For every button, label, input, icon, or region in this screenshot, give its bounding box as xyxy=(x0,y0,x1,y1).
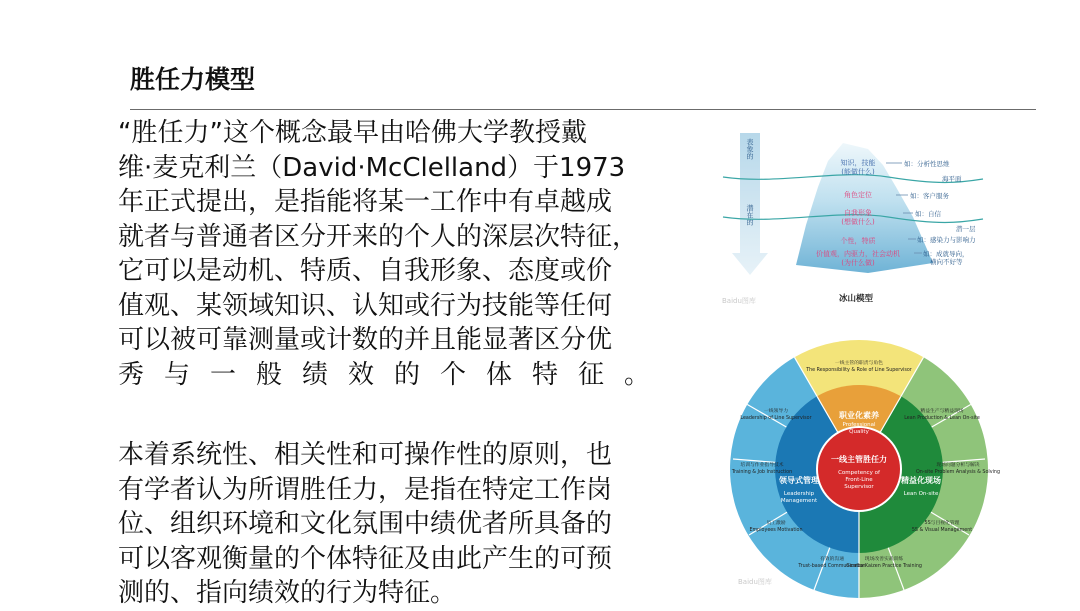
wheel-inner-professional-en1: Professional xyxy=(842,422,876,428)
iceberg-watermark: Baidu图库 xyxy=(722,297,756,305)
wheel-inner-leadership-en1: Leadership xyxy=(783,491,815,497)
iceberg-sea-level: 海平面 xyxy=(942,175,962,183)
iceberg-layer-1: 知识，技能 xyxy=(840,159,876,167)
wheel-outer-lean-zh: 精益生产与精益现场 xyxy=(920,409,964,414)
iceberg-note-5: 如：成就导向， xyxy=(923,250,969,258)
wheel-inner-lean-zh: 精益化现场 xyxy=(901,476,941,485)
text-line-justified: 秀与一般绩效的个体特征。 xyxy=(118,359,671,390)
wheel-outer-motivation-zh: 员工激励 xyxy=(766,521,786,526)
wheel-outer-5s-en: 5S & Visual Management xyxy=(911,528,973,533)
wheel-center-en-1: Competency of xyxy=(838,470,880,476)
wheel-outer-role-en: The Responsibility & Role of Line Supervisor xyxy=(806,368,912,373)
wheel-watermark: Baidu图库 xyxy=(738,578,772,586)
iceberg-model-image xyxy=(718,125,988,310)
text-line: 可以被可靠测量或计数的并且能显著区分优 xyxy=(118,325,613,355)
iceberg-layer-3: 自我形象 xyxy=(844,209,872,217)
text-line: 位、组织环境和文化氛围中绩优者所具备的 xyxy=(118,509,613,539)
text-line: 测的、指向绩效的行为特征。 xyxy=(118,578,457,608)
wheel-outer-5s-zh: 5S与目视化管理 xyxy=(924,521,960,526)
iceberg-note-2: 如：客户服务 xyxy=(910,192,949,200)
title-divider xyxy=(130,109,1036,110)
iceberg-layer-2: 角色定位 xyxy=(844,191,872,199)
text-line: “胜任力”这个概念最早由哈佛大学教授戴 xyxy=(118,118,587,148)
text-line: 就者与普通者区分开来的个人的深层次特征， xyxy=(118,221,639,252)
competency-wheel-image xyxy=(728,338,1000,600)
iceberg-note-4: 如：感染力与影响力 xyxy=(917,236,976,244)
text-line: 可以客观衡量的个体特征及由此产生的可预 xyxy=(118,543,613,574)
wheel-outer-leadership-zh: 一线领导力 xyxy=(764,409,788,414)
text-line: 值观、某领域知识、认知或行为技能等任何 xyxy=(118,290,613,321)
iceberg-left-bottom: 潜在的 xyxy=(746,204,754,226)
wheel-outer-kaizen-zh: 现场改善实战训练 xyxy=(864,557,904,562)
slide-title: 胜任力模型 xyxy=(130,65,256,94)
wheel-inner-leadership-zh: 领导式管理 xyxy=(779,476,819,485)
wheel-inner-lean-en: Lean On-site xyxy=(903,491,939,497)
wheel-outer-training-en: Training & Job Instruction xyxy=(731,470,793,475)
text-line: 本着系统性、相关性和可操作性的原则，也 xyxy=(118,440,613,470)
wheel-outer-communication-zh: 有效的沟通 xyxy=(820,557,844,562)
paragraph-definition-alt xyxy=(118,438,638,611)
wheel-outer-lean-en: Lean Production & Lean On-site xyxy=(904,416,980,421)
wheel-inner-leadership-en2: Management xyxy=(780,498,818,504)
iceberg-layer-5: 价值观，内驱力，社会动机 xyxy=(816,250,900,258)
iceberg-caption: 冰山模型 xyxy=(838,294,874,304)
wheel-outer-problem-en: On-site Problem Analysis & Solving xyxy=(916,470,1000,475)
wheel-outer-role-zh: 一线主管的职责与角色 xyxy=(835,361,883,366)
paragraph-definition-origin xyxy=(118,116,671,392)
iceberg-layer-3-sub: (想做什么) xyxy=(841,218,875,226)
iceberg-layer-5-sub: (为什么做) xyxy=(841,259,875,267)
text-line: 有学者认为所谓胜任力，是指在特定工作岗 xyxy=(118,474,613,505)
iceberg-note-1: 如：分析性思维 xyxy=(904,160,950,168)
iceberg-left-top: 表象的 xyxy=(746,138,754,160)
text-line: 维·麦克利兰（David·McClelland）于1973 xyxy=(118,152,626,183)
wheel-inner-professional-zh: 职业化素养 xyxy=(839,411,879,420)
wheel-outer-leadership-en: Leadership of Line Supervisor xyxy=(740,416,812,421)
iceberg-layer-4: 个性，特质 xyxy=(840,237,876,245)
iceberg-extra-note: 横向不好等 xyxy=(930,258,963,266)
wheel-outer-problem-zh: 现场问题分析与解决 xyxy=(936,463,980,468)
wheel-outer-kaizen-en: Gemba Kaizen Practice Training xyxy=(846,564,922,569)
iceberg-latent-layer: 潜一层 xyxy=(956,225,976,233)
iceberg-note-3: 如：自信 xyxy=(915,210,941,218)
wheel-outer-motivation-en: Employees Motivation xyxy=(749,528,803,533)
wheel-outer-training-zh: 培训与作业指导技术 xyxy=(740,463,784,468)
iceberg-layer-1-sub: (能做什么) xyxy=(841,168,875,176)
wheel-center-zh: 一线主管胜任力 xyxy=(831,455,887,464)
text-line: 年正式提出，是指能将某一工作中有卓越成 xyxy=(118,187,613,217)
text-line: 它可以是动机、特质、自我形象、态度或价 xyxy=(118,256,613,286)
wheel-center-en-2: Front-Line xyxy=(845,477,873,483)
wheel-outer-communication-en: Trust-based Communication xyxy=(798,564,866,569)
wheel-center-en-3: Supervisor xyxy=(844,484,874,490)
wheel-inner-professional-en2: Quality xyxy=(849,429,869,435)
